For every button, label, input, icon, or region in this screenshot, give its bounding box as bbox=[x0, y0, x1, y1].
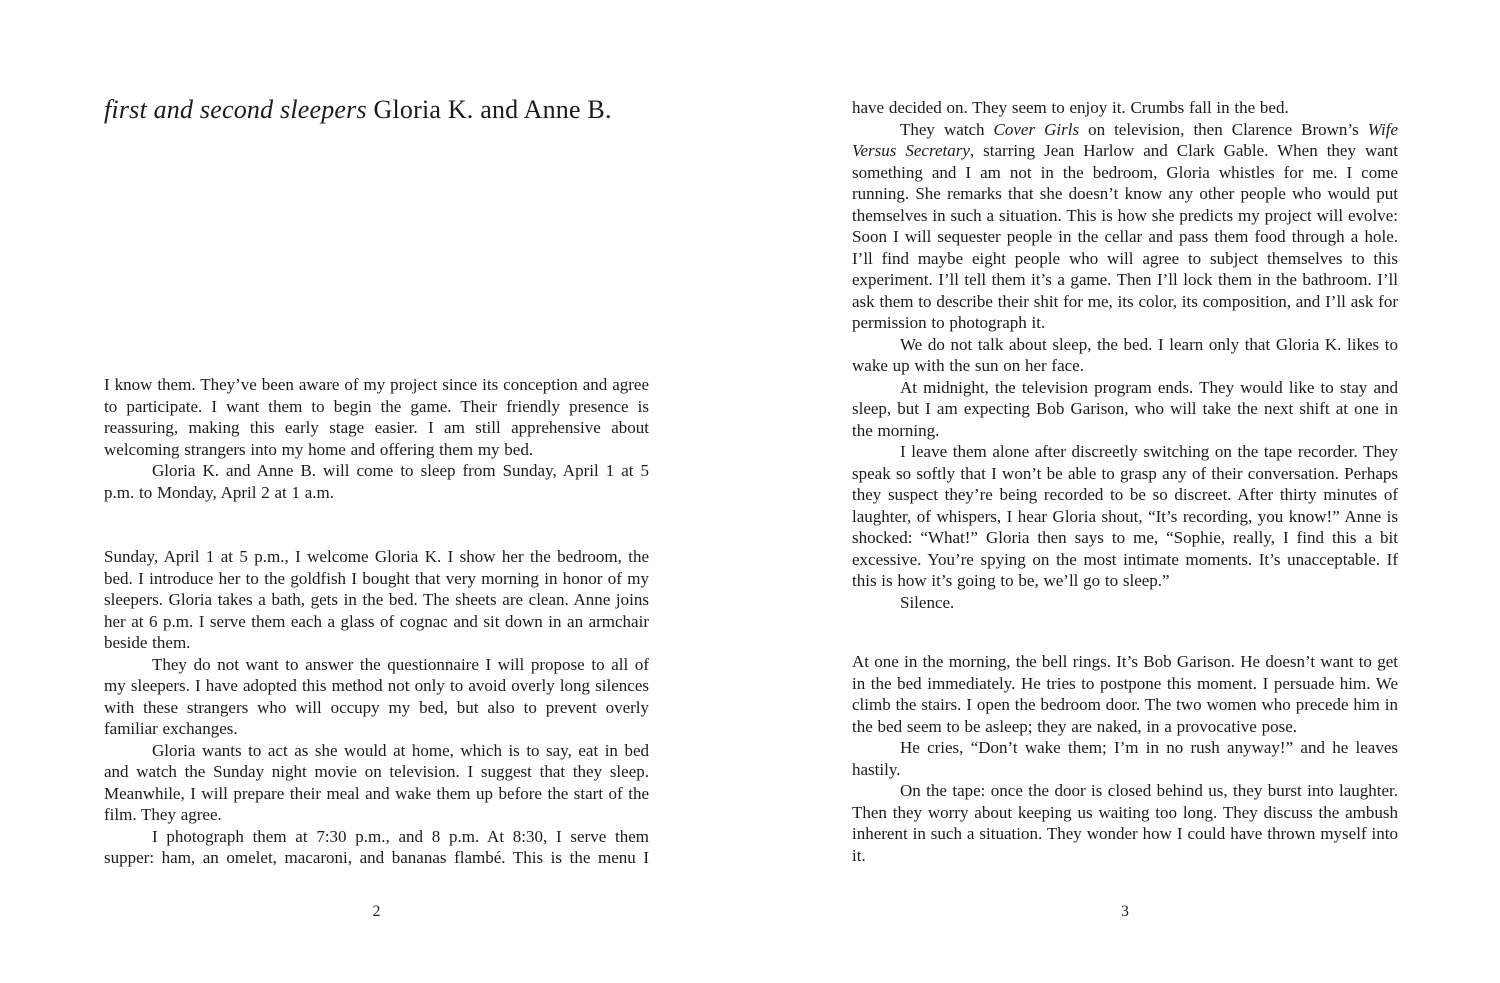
text-run: At one in the morning, the bell rings. It’s Bob Garison. He doesn’t want to get in the bed immediately. He tries to postpone this moment. I persuade him. We climb the stairs. I open the bedroom door. The two women who precede him in the bed seem to be asleep; they are naked, in a provocative pose. bbox=[852, 652, 1398, 736]
page-right bbox=[852, 0, 1398, 983]
page-number-right: 3 bbox=[1121, 903, 1129, 920]
text-run: Gloria wants to act as she would at home, which is to say, eat in bed and watch the Sunday night movie on television. I suggest that they sleep. Meanwhile, I will prepare their meal and wake them up before the start of the film. They agree. bbox=[104, 740, 649, 824]
chapter-heading-title: first and second sleepers bbox=[104, 95, 367, 124]
text-run: We do not talk about sleep, the bed. I learn only that Gloria K. likes to wake up with the sun on her face. bbox=[852, 334, 1398, 375]
paragraph bbox=[104, 460, 649, 503]
left-text-block-main bbox=[104, 546, 649, 869]
right-text-block-main bbox=[852, 97, 1398, 613]
paragraph bbox=[852, 737, 1398, 780]
paragraph bbox=[852, 651, 1398, 737]
paragraph bbox=[852, 592, 1398, 614]
paragraph bbox=[104, 546, 649, 654]
paragraph bbox=[104, 740, 649, 826]
text-run: I photograph them at 7:30 p.m., and 8 p.m. At 8:30, I serve them supper: ham, an omelet, macaroni, and bananas flambé. This is the menu I bbox=[104, 826, 649, 867]
text-run: They watch bbox=[900, 119, 994, 139]
text-run: He cries, “Don’t wake them; I’m in no rush anyway!” and he leaves hastily. bbox=[852, 738, 1398, 779]
paragraph bbox=[852, 334, 1398, 377]
text-run: At midnight, the television program ends. They would like to stay and sleep, but I am expecting Bob Garison, who will take the next shift at one in the morning. bbox=[852, 377, 1398, 440]
page-number-left: 2 bbox=[372, 903, 381, 920]
paragraph bbox=[852, 97, 1398, 119]
paragraph bbox=[852, 377, 1398, 442]
left-text-block-intro bbox=[104, 374, 649, 503]
text-run: have decided on. They seem to enjoy it. Crumbs fall in the bed. bbox=[852, 98, 1289, 117]
paragraph bbox=[104, 826, 649, 869]
paragraph bbox=[104, 374, 649, 460]
italic-text-run: Cover Girls bbox=[993, 119, 1080, 139]
text-run: , starring Jean Harlow and Clark Gable. When they want something and I am not in the bedroom, Gloria whistles for me. I come running. She remarks that she doesn’t know any other people who would put themselves in such a situation. This is how she predicts my project will evolve: Soon I will sequester people in the cellar and pass them food through a hole. I’ll find maybe eight people who will agree to subject themselves to this experiment. I’ll tell them it’s a game. Then I’ll lock them in the bathroom. I’ll ask them to describe their shit for me, its color, its composition, and I’ll ask for permission to photograph it. bbox=[852, 141, 1399, 332]
text-run: I know them. They’ve been aware of my project since its conception and agree to participate. I want them to begin the game. Their friendly presence is reassuring, making this early stage easier. I am still apprehensive about welcoming strangers into my home and offering them my bed. bbox=[104, 375, 649, 459]
text-run: on television, then Clarence Brown’s bbox=[1079, 119, 1368, 139]
text-run: On the tape: once the door is closed behind us, they burst into laughter. Then they worry about keeping us waiting too long. They discuss the ambush inherent in such a situation. They wonder how I could have thrown myself into it. bbox=[852, 781, 1398, 865]
text-run: Sunday, April 1 at 5 p.m., I welcome Gloria K. I show her the bedroom, the bed. I introduce her to the goldfish I bought that very morning in honor of my sleepers. Gloria takes a bath, gets in the bed. The sheets are clean. Anne joins her at 6 p.m. I serve them each a glass of cognac and sit down in an armchair beside them. bbox=[104, 547, 649, 652]
chapter-heading-names: Gloria K. and Anne B. bbox=[366, 95, 612, 124]
paragraph bbox=[104, 654, 649, 740]
text-run: They do not want to answer the questionnaire I will propose to all of my sleepers. I have adopted this method not only to avoid overly long silences with these strangers who will occupy my bed, but also to prevent overly familiar exchanges. bbox=[104, 654, 649, 738]
chapter-heading bbox=[104, 94, 612, 126]
text-run: Gloria K. and Anne B. will come to sleep from Sunday, April 1 at 5 p.m. to Monday, April 2 at 1 a.m. bbox=[104, 461, 649, 502]
text-run: I leave them alone after discreetly switching on the tape recorder. They speak so softly that I won’t be able to grasp any of their conversation. Perhaps they suspect they’re being recorded to be so discreet. After thirty minutes of laughter, of whispers, I hear Gloria shout, “It’s recording, you know!” Anne is shocked: “What!” Gloria then says to me, “Sophie, really, I find this a bit excessive. You’re spying on the most intimate moments. It’s unacceptable. If this is how it’s going to be, we’ll go to sleep.” bbox=[852, 442, 1398, 590]
right-text-block-bob-garison bbox=[852, 651, 1398, 866]
paragraph bbox=[852, 780, 1398, 866]
page-left bbox=[104, 0, 649, 983]
paragraph bbox=[852, 119, 1398, 334]
italic-text-run: Wife Versus Secretary bbox=[852, 119, 1398, 160]
paragraph bbox=[852, 441, 1398, 592]
text-run: Silence. bbox=[900, 592, 955, 612]
